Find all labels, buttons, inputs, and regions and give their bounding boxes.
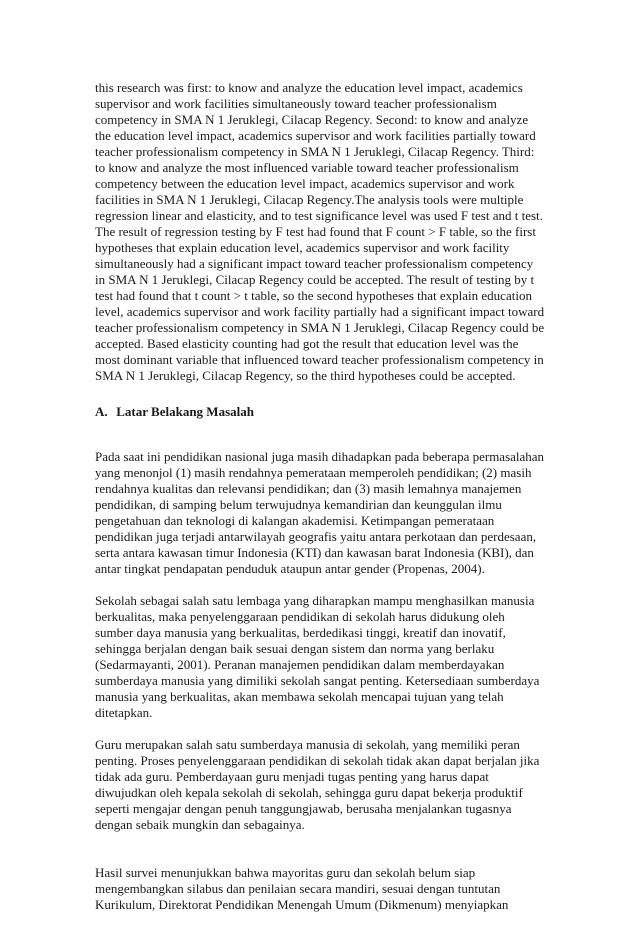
abstract-text: this research was first: to know and analyze the education level impact, academics supervisor and work facilities simultaneously toward teacher professionalism competency in SMA N 1 Jeruklegi, Cilacap Regency. Second: to know and analyze the education level impact, academics supervisor and work facilities partially toward teacher professionalism competency in SMA N 1 Jeruklegi, Cilacap Regency. Third: to know and analyze the most influenced variable toward teacher professionalism competency between the education level impact, academics supervisor and work facilities in SMA N 1 Jeruklegi, Cilacap Regency.The analysis tools were multiple regression linear and elasticity, and to test significance level was used F test and t test. The result of regression testing by F test had found that F count > F table, so the first hypotheses that explain education level, academics supervisor and work facility simultaneously had a significant impact toward teacher professionalism competency in SMA N 1 Jeruklegi, Cilacap Regency could be accepted. The result of testing by t test had found that t count > t table, so the second hypotheses that explain education level, academics supervisor and work facility partially had a significant impact toward teacher professionalism competency in SMA N 1 Jeruklegi, Cilacap Regency could be accepted. Based elasticity counting had got the result that education level was the most dominant variable that influenced toward teacher professionalism competency in SMA N 1 Jeruklegi, Cilacap Regency, so the third hypotheses could be accepted. [95, 80, 545, 383]
section-title: Latar Belakang Masalah [116, 404, 254, 419]
body-paragraph: Pada saat ini pendidikan nasional juga masih dihadapkan pada beberapa permasalahan yang menonjol (1) masih rendahnya pemerataan memperoleh pendidikan; (2) masih rendahnya kualitas dan relevansi pendidikan; dan (3) masih lemahnya manajemen pendidikan, di samping belum terwujudnya kemandirian dan keunggulan ilmu pengetahuan dan teknologi di kalangan akademisi. Ketimpangan pemerataan pendidikan juga terjadi antarwilayah geografis yaitu antara perkotaan dan perdesaan, serta antara kawasan timur Indonesia (KTI) dan kawasan barat Indonesia (KBI), dan antar tingkat pendapatan penduduk ataupun antar gender (Propenas, 2004). [95, 449, 545, 576]
section-body [95, 433, 547, 929]
body-paragraph: Sekolah sebagai salah satu lembaga yang diharapkan mampu menghasilkan manusia berkualitas, maka penyelenggaraan pendidikan di sekolah harus didukung oleh sumber daya manusia yang berkualitas, berdedikasi tinggi, kreatif dan inovatif, sehingga berjalan dengan baik sesuai dengan sistem dan norma yang berlaku (Sedarmayanti, 2001). Peranan manajemen pendidikan dalam memberdayakan sumberdaya manusia yang dimiliki sekolah sangat penting. Ketersediaan sumberdaya manusia yang berkualitas, akan membawa sekolah mencapai tujuan yang telah ditetapkan. [95, 593, 540, 720]
body-paragraph: Hasil survei menunjukkan bahwa mayoritas guru dan sekolah belum siap mengembangkan silabus dan penilaian secara mandiri, sesuai dengan tuntutan Kurikulum, Direktorat Pendidikan Menengah Umum (Dikmenum) menyiapkan [95, 865, 509, 912]
body-paragraph: Guru merupakan salah satu sumberdaya manusia di sekolah, yang memiliki peran penting. Proses penyelenggaraan pendidikan di sekolah tidak akan dapat berjalan jika tidak ada guru. Pemberdayaan guru menjadi tugas penting yang harus dapat diwujudkan oleh kepala sekolah di sekolah, sehingga guru dapat bekerja produktif seperti mengajar dengan penuh tanggungjawab, berusaha menjalankan tugasnya dengan sebaik mungkin dan sebagainya. [95, 737, 540, 832]
section-heading [95, 404, 547, 420]
section-number: A. [95, 404, 108, 419]
